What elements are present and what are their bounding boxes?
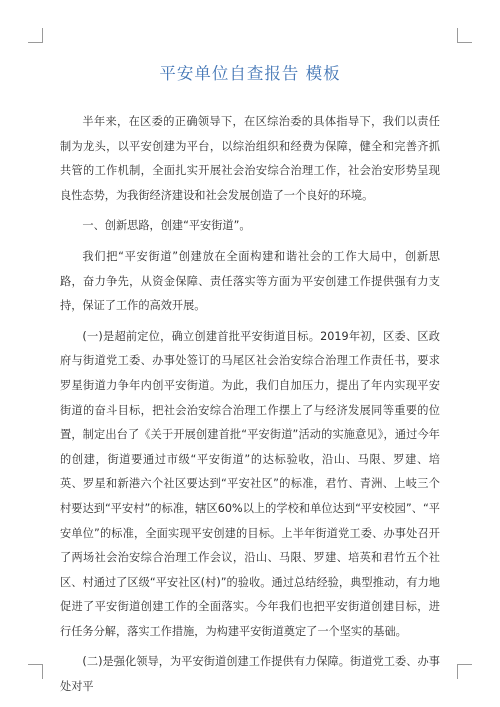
crop-mark-top-left [28, 28, 43, 43]
crop-mark-bottom-left [28, 664, 43, 679]
section-heading: 一、创新思路，创建“平安街道”。 [82, 219, 251, 233]
paragraph-item-two: (二)是强化领导，为平安街道创建工作提供有力保障。街道党工委、办事处对平 [60, 655, 440, 694]
paragraph-intro: 半年来，在区委的正确领导下，在区综治委的具体指导下，我们以责任制为龙头，以平安创建为平台，以综治组织和经费为保障，健全和完善齐抓共管的工作机制，全面扎实开展社会治安综合治理工作，社会治安形势呈现良性态势，为我街经济建设和社会发展创造了一个良好的环境。 [60, 115, 440, 202]
document-body [60, 110, 440, 700]
crop-mark-bottom-right [457, 664, 472, 679]
paragraph-section-intro: 我们把“平安街道”创建放在全面构建和谐社会的工作大局中，创新思路，奋力争先，从资金保障、责任落实等方面为平安创建工作提供强有力支持，保证了工作的高效开展。 [60, 249, 440, 313]
crop-mark-top-right [457, 28, 472, 43]
document-title: 平安单位自查报告 模板 [159, 64, 341, 83]
paragraph-item-one: (一)是超前定位，确立创建首批平安街道目标。2019年初，区委、区政府与街道党工委、办事处签订的马尾区社会治安综合治理工作责任书，要求罗星街道力争年内创平安街道。为此，我们自加压力，提出了年内实现平安街道的奋斗目标，把社会治安综合治理工作摆上了与经济发展同等重要的位置，制定出台了《关于开展创建首批“平安街道”活动的实施意见》，通过今年的创建，街道要通过市级“平安街道”的达标验收，沿山、马限、罗建、培英、罗星和新港六个社区要达到“平安社区”的标准，君竹、青洲、上岐三个村要达到“平安村”的标准，辖区60%以上的学校和单位达到“平安校园”、“平安单位”的标准，全面实现平安创建的目标。上半年街道党工委、办事处召开了两场社会治安综合治理工作会议，沿山、马限、罗建、培英和君竹五个社区、村通过了区级“平安社区(村)”的验收。通过总结经验，典型推动，有力地促进了平安街道创建工作的全面落实。今年我们也把平安街道创建目标，进行任务分解，落实工作措施，为构建平安街道奠定了一个坚实的基础。 [60, 329, 440, 638]
